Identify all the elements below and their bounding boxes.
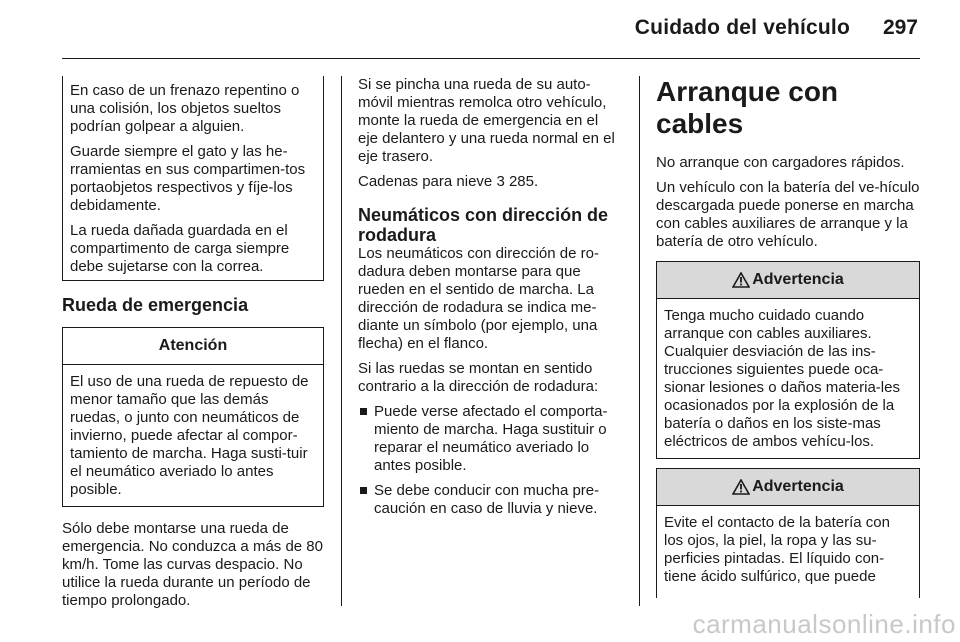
attention-text: El uso de una rueda de repuesto de menor tamaño que las demás ruedas, o junto con neumáticos de invierno, puede afectar al compor-tamiento de marcha. Haga susti-tuir el neumático averiado lo antes posible. [70, 373, 309, 498]
box-paragraph: La rueda dañada guardada en el compartimento de carga siempre debe sujetarse con la correa. [70, 222, 290, 275]
attention-title: Atención [63, 328, 323, 365]
column-1 [62, 76, 324, 617]
caution-box-continued [62, 76, 324, 281]
snow-chains-reference [358, 173, 622, 191]
warning-title-2 [657, 469, 919, 506]
watermark: carmanualsonline.info [692, 609, 956, 639]
column-separator-right [639, 76, 640, 606]
snow-chains-label: Cadenas para nieve [358, 173, 493, 190]
box-paragraph: En caso de un frenazo repentino o una colisión, los objetos sueltos podrían golpear a alguien. [70, 82, 300, 135]
no-fast-chargers-text: No arranque con cargadores rápidos. [656, 154, 905, 171]
consequences-list [358, 403, 622, 518]
warning-title-label: Advertencia [752, 478, 844, 495]
warning-box-2 [656, 468, 920, 598]
attention-box [62, 327, 324, 507]
list-item: Puede verse afectado el comporta-miento de marcha. Haga sustituir o reparar el neumático averiado lo antes posible. [358, 403, 622, 475]
spare-wheel-text: Sólo debe montarse una rueda de emergencia. No conduzca a más de 80 km/h. Tome las curvas despacio. No utilice la rueda durante un período de tiempo prolongado. [62, 520, 323, 609]
warning-triangle-icon [732, 479, 750, 495]
reverse-mount-text: Si las ruedas se montan en sentido contrario a la dirección de rodadura: [358, 360, 599, 395]
warning-triangle-icon [732, 272, 750, 288]
warning-title-label: Advertencia [752, 271, 844, 288]
towing-text: Si se pincha una rueda de su auto-móvil mientras remolca otro vehículo, monte la rueda de emergencia en el eje delantero y una rueda normal en el eje trasero. [358, 76, 615, 165]
page-number: 297 [882, 16, 918, 39]
list-item: Se debe conducir con mucha pre-caución en caso de lluvia y nieve. [358, 482, 622, 518]
column-2 [358, 76, 622, 525]
warning-text-2: Evite el contacto de la batería con los ojos, la piel, la ropa y las su-perficies pintadas. El líquido con-tiene ácido sulfúrico, que puede [664, 514, 890, 585]
section-heading-spare-wheel: Rueda de emergencia [62, 295, 249, 315]
warning-text-1: Tenga mucho cuidado cuando arranque con cables auxiliares. Cualquier desviación de las ins-trucciones siguientes puede oca-sionar lesiones o daños materia-les ocasionados por la explosión de la batería o daños en los siste-mas eléctricos de ambos vehícu-los. [664, 307, 900, 450]
page-header-title: Cuidado del vehículo [634, 16, 850, 39]
page-reference-link[interactable]: 3 285. [496, 173, 539, 190]
section-heading-jump-start: Arranque con cables [656, 76, 839, 139]
column-separator-left [341, 76, 342, 606]
warning-title-1 [657, 262, 919, 299]
warning-box-1 [656, 261, 920, 459]
header-rule [62, 58, 920, 59]
box-paragraph: Guarde siempre el gato y las he-rramientas en sus compartimen-tos portaobjetos respectivos y fíje-los debidamente. [70, 143, 306, 214]
directional-tyres-text: Los neumáticos con dirección de ro-dadura deben montarse para que rueden en el sentido de marcha. La dirección de rodadura se indica me-diante un símbolo (por ejemplo, una flecha) en el flanco. [358, 245, 599, 352]
section-heading-directional-tyres: Neumáticos con dirección de rodadura [358, 205, 609, 245]
column-3 [656, 76, 920, 598]
jump-start-intro-text: Un vehículo con la batería del ve-hículo descargada puede ponerse en marcha con cables auxiliares de arranque y la batería de otro vehículo. [656, 179, 920, 250]
